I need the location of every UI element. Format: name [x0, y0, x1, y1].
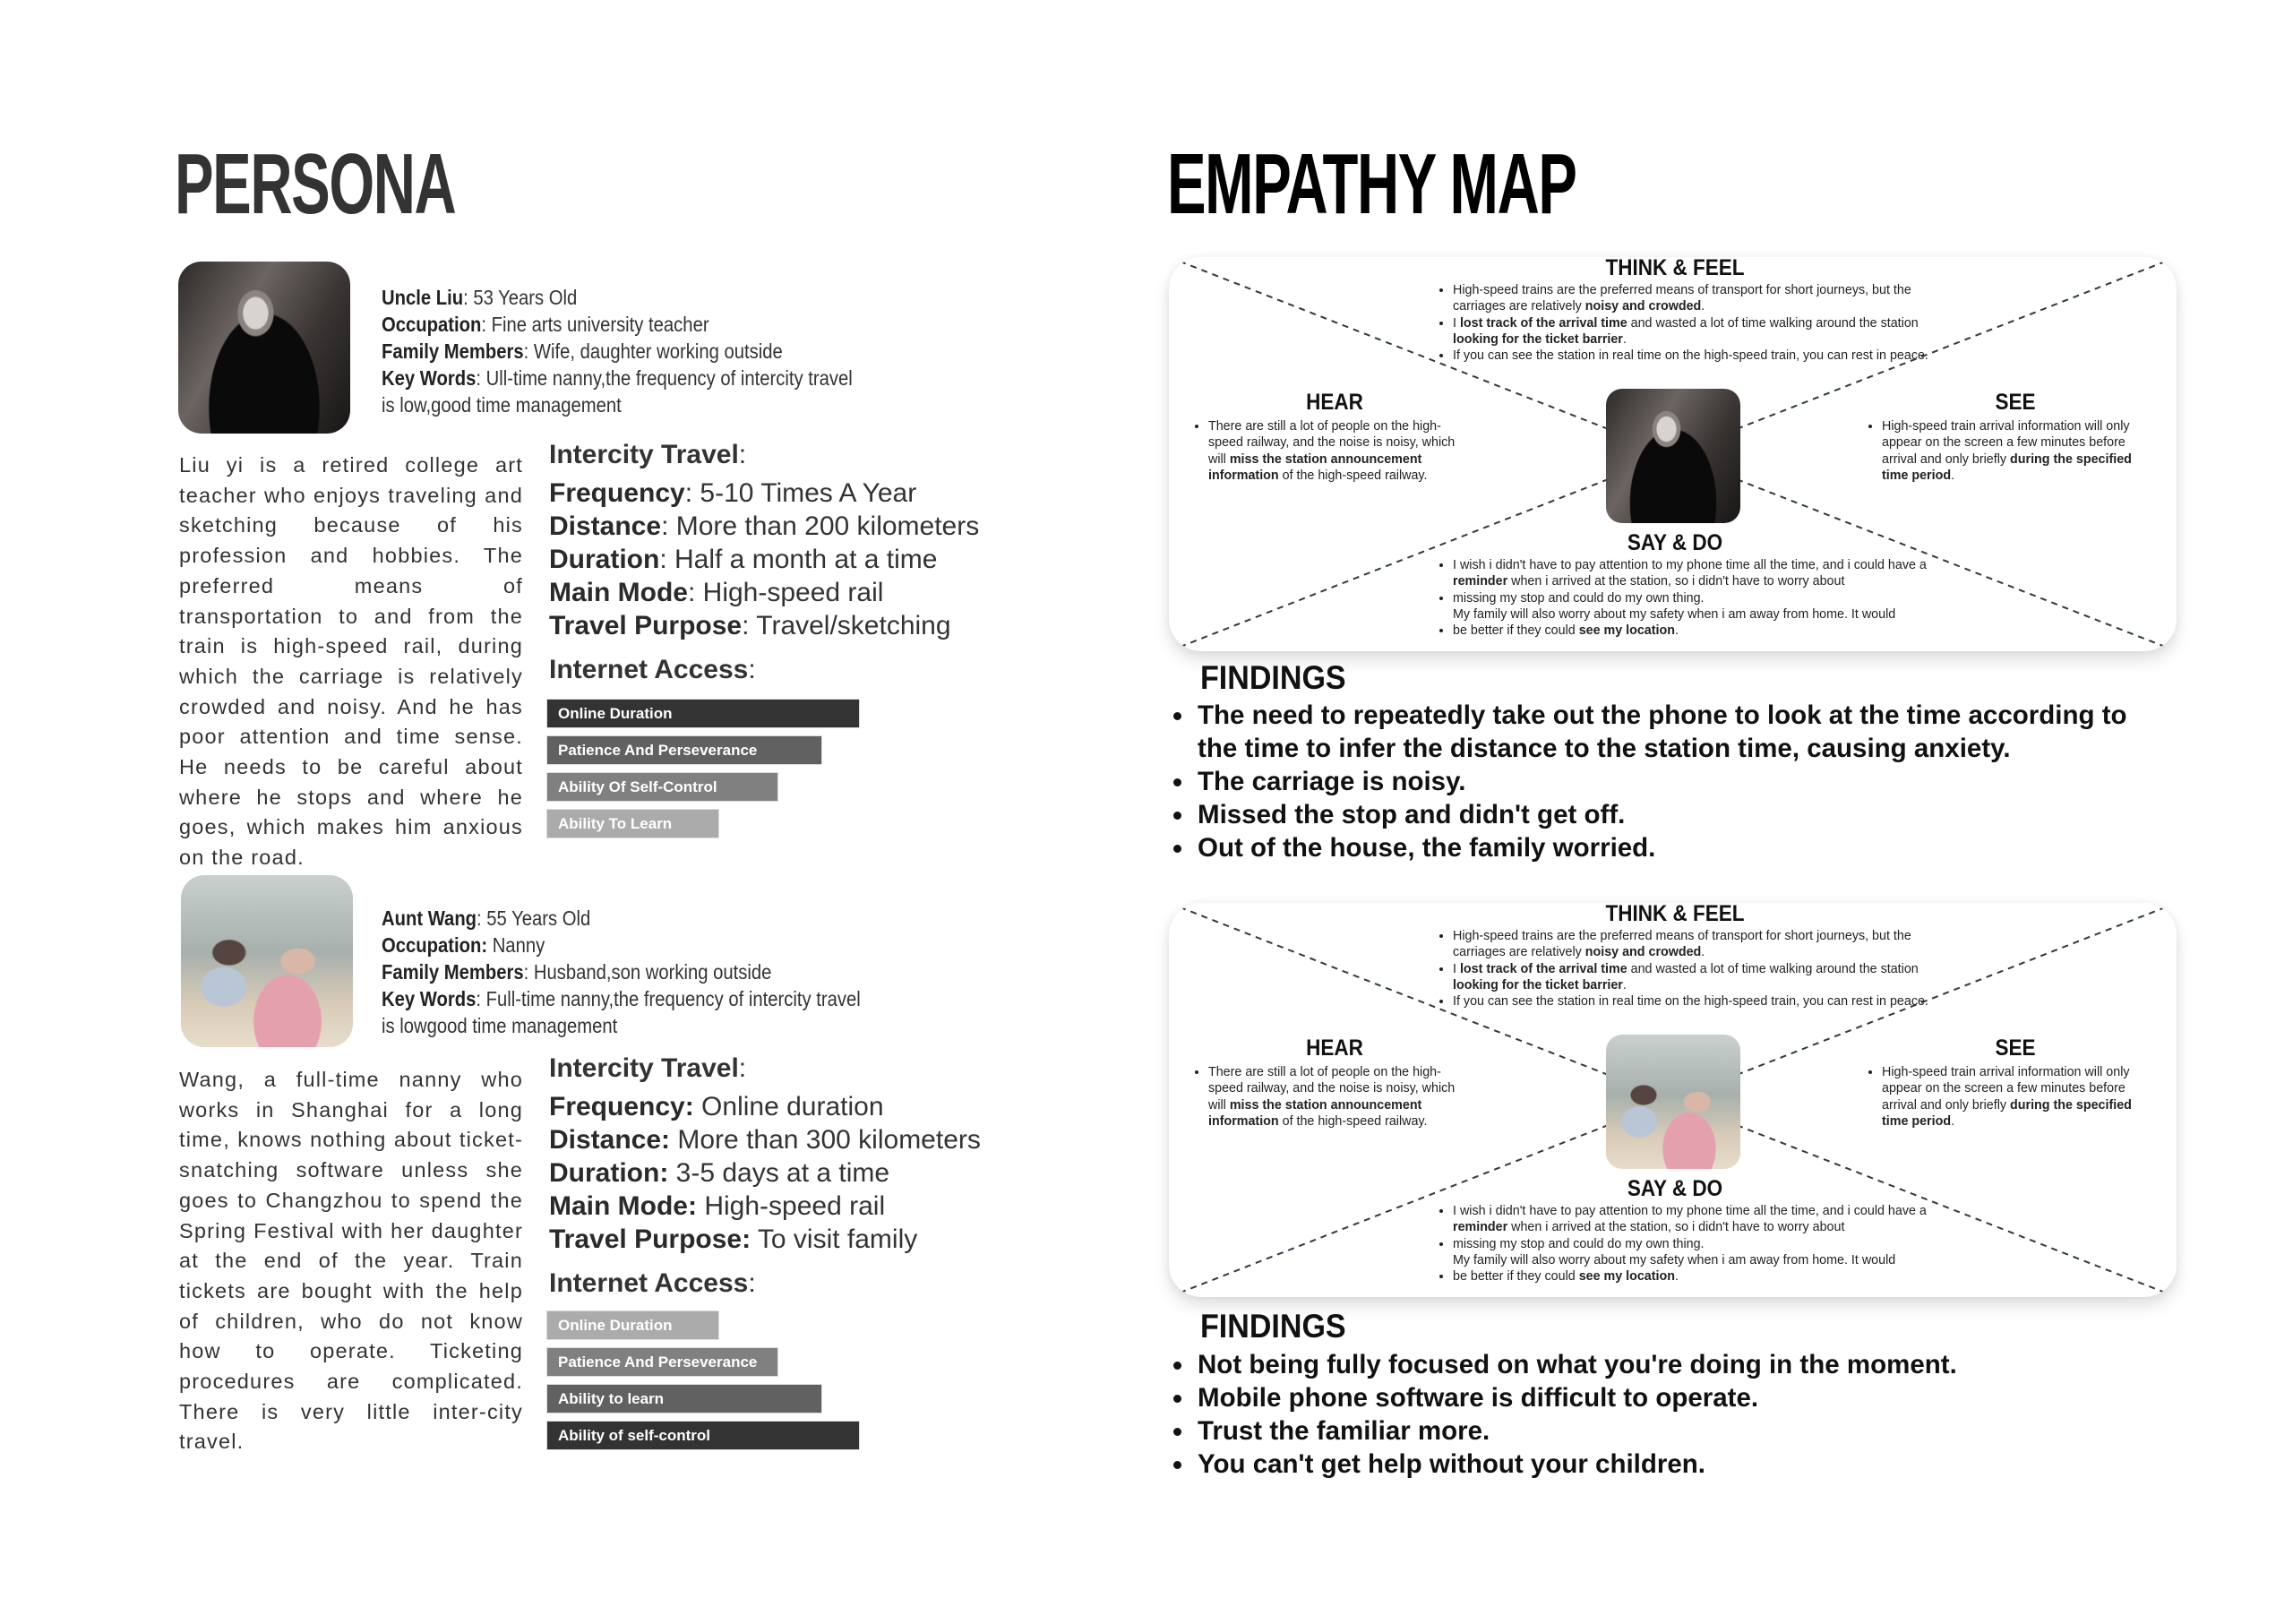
findings-title: FINDINGS	[1200, 659, 1346, 696]
finding-item: • The carriage is noisy.	[1195, 765, 2159, 798]
family-label: Family Members	[382, 339, 524, 363]
frequency-label: Frequency	[549, 478, 685, 508]
main-mode-label: Main Mode	[549, 578, 688, 607]
findings-list	[1173, 1348, 2159, 1481]
see-item	[1882, 1064, 2154, 1130]
empathy-map-title: EMPATHY MAP	[1167, 136, 1576, 232]
duration-value: 3-5 days at a time	[668, 1158, 890, 1188]
see-title: SEE	[1995, 390, 2036, 415]
think-feel-item	[1453, 348, 1942, 364]
text-run: and wasted a lot of time walking around the station	[1627, 961, 1919, 976]
internet-access-heading: Internet Access	[549, 1268, 749, 1298]
frequency-label: Frequency:	[549, 1092, 694, 1121]
internet-access-bar: Ability to learn	[546, 1384, 822, 1413]
hear-title: HEAR	[1306, 390, 1363, 415]
persona-info	[382, 284, 853, 418]
persona-bio: Wang, a full-time nanny who works in Shanghai for a long time, knows nothing about ticket-snatching software unless she goes to Changzhou to spend the Spring Festival with her daughter at the end of the year. Train tickets are bought with the help of children, who do not know how to operate. Ticketing procedures are complicated. There is very little inter-city travel.	[179, 1068, 523, 1454]
emphasis-text: looking for the ticket barrier	[1453, 977, 1623, 992]
say-do-item: • missing my stop and could do my own thing.	[1453, 590, 1960, 606]
family-value: : Husband,son working outside	[523, 960, 772, 984]
distance-label: Distance:	[549, 1125, 671, 1155]
travel-purpose-value: To visit family	[751, 1224, 918, 1254]
say-do-item: My family will also worry about my safety when i am away from home. It would	[1453, 606, 1896, 622]
intercity-travel-heading: Intercity Travel	[549, 1053, 739, 1083]
persona-photo-uncle-liu	[178, 262, 350, 434]
see-text	[1869, 1064, 2154, 1130]
persona-photo-uncle-liu	[1606, 389, 1740, 523]
occupation-label: Occupation:	[382, 933, 488, 957]
name-value: : 53 Years Old	[463, 286, 578, 309]
emphasis-text: noisy and crowded	[1584, 945, 1702, 960]
think-feel-item	[1453, 315, 1942, 348]
main-mode-value: High-speed rail	[697, 1191, 886, 1221]
empathy-map-card	[1169, 257, 2177, 651]
text-run: .	[1701, 299, 1705, 314]
emphasis-text: during the specified time period	[1882, 451, 2132, 483]
think-feel-title: THINK & FEEL	[1605, 903, 1745, 926]
emphasis-text: see my location	[1578, 1269, 1675, 1285]
think-feel-item	[1453, 961, 1942, 994]
internet-access-heading: Internet Access	[549, 655, 749, 684]
frequency-value: : 5-10 Times A Year	[684, 478, 917, 508]
name-label: Uncle Liu	[382, 286, 464, 309]
travel-purpose-label: Travel Purpose	[549, 611, 743, 640]
distance-value: : More than 200 kilometers	[661, 511, 980, 541]
text-run: .	[1622, 331, 1627, 347]
emphasis-text: lost track of the arrival time	[1459, 961, 1627, 976]
frequency-value: Online duration	[693, 1092, 884, 1121]
internet-access-bar: Online Duration	[546, 699, 860, 728]
keywords-label: Key Words	[382, 366, 477, 390]
duration-label: Duration	[549, 545, 660, 574]
text-run: High-speed trains are the preferred means of transport for short journeys, but the carriages are relatively	[1453, 929, 1911, 960]
text-run: I	[1453, 961, 1460, 976]
main-mode-label: Main Mode:	[549, 1191, 697, 1221]
duration-label: Duration:	[549, 1158, 669, 1188]
text-run: I wish i didn't have to pay attention to my phone time all the time, and i could have a	[1453, 1204, 1927, 1218]
see-item	[1882, 418, 2154, 484]
text-run: There are still a lot of people on the high-speed railway, and the noise is noisy, which will	[1208, 1065, 1456, 1113]
persona-photo-aunt-wang	[181, 875, 353, 1047]
text-run: High-speed trains are the preferred means of transport for short journeys, but the carriages are relatively	[1453, 283, 1911, 314]
keywords-label: Key Words	[382, 987, 477, 1010]
say-do-item: My family will also worry about my safety when i am away from home. It would	[1453, 1252, 1896, 1267]
keywords-value: : Full-time nanny,the frequency of intercity travel	[476, 987, 861, 1010]
text-run: If you can see the station in real time on the high-speed train, you can rest in peace.	[1453, 994, 1928, 1010]
internet-access-bar: Ability Of Self-Control	[546, 772, 778, 802]
say-do-title: SAY & DO	[1627, 530, 1723, 555]
finding-item: • The need to repeatedly take out the phone to look at the time according to the time to infer the distance to the station time, causing anxiety.	[1195, 699, 2159, 765]
intercity-travel	[549, 438, 979, 686]
say-do-item	[1453, 623, 1960, 639]
text-run: High-speed train arrival information will only appear on the screen a few minutes before arrival and only briefly	[1882, 1065, 2130, 1113]
persona-title: PERSONA	[175, 136, 456, 232]
finding-item: • You can't get help without your children.	[1195, 1448, 2159, 1481]
distance-label: Distance	[549, 511, 662, 541]
text-run: be better if they could	[1453, 623, 1579, 639]
say-do-title: SAY & DO	[1627, 1176, 1723, 1201]
text-run: .	[1622, 977, 1627, 992]
text-run: be better if they could	[1453, 1269, 1579, 1285]
emphasis-text: lost track of the arrival time	[1459, 315, 1627, 331]
say-do-item: • missing my stop and could do my own thing.	[1453, 1236, 1960, 1252]
text-run: I	[1453, 315, 1460, 331]
text-run: .	[1674, 623, 1679, 639]
findings-list	[1173, 699, 2159, 864]
travel-purpose-value: : Travel/sketching	[742, 611, 951, 640]
internet-access-bars	[546, 699, 860, 846]
finding-item: • Out of the house, the family worried.	[1195, 831, 2159, 864]
internet-access-bar: Patience And Perseverance	[546, 735, 822, 765]
persona-info	[382, 905, 861, 1039]
text-run: .	[1951, 468, 1955, 483]
name-value: : 55 Years Old	[477, 907, 591, 930]
finding-item: • Trust the familiar more.	[1195, 1414, 2159, 1448]
travel-purpose-label: Travel Purpose:	[549, 1224, 751, 1254]
occupation-value: : Fine arts university teacher	[481, 313, 709, 336]
think-feel-text	[1440, 928, 1942, 1010]
think-feel-item	[1453, 993, 1942, 1010]
heading-colon: :	[738, 440, 747, 469]
family-label: Family Members	[382, 960, 524, 984]
hear-title: HEAR	[1306, 1035, 1363, 1061]
think-feel-item	[1453, 928, 1942, 961]
think-feel-item	[1453, 282, 1942, 315]
text-run: I wish i didn't have to pay attention to my phone time all the time, and i could have a	[1453, 558, 1927, 572]
text-run: when i arrived at the station, so i didn't have to worry about	[1507, 574, 1845, 589]
emphasis-text: during the specified time period	[1882, 1097, 2132, 1129]
emphasis-text: miss the station announcement information	[1208, 1097, 1422, 1129]
finding-item: • Not being fully focused on what you're doing in the moment.	[1195, 1348, 2159, 1381]
say-do-item	[1453, 1203, 1960, 1236]
say-do-text	[1440, 1203, 1960, 1285]
intercity-travel	[549, 1052, 981, 1300]
text-run: of the high-speed railway.	[1278, 1113, 1428, 1129]
text-run: when i arrived at the station, so i didn't have to worry about	[1507, 1220, 1845, 1235]
persona-photo-aunt-wang	[1606, 1035, 1740, 1169]
occupation-value: Nanny	[487, 933, 545, 957]
internet-access-bar: Patience And Perseverance	[546, 1347, 778, 1377]
heading-colon: :	[748, 655, 756, 684]
name-label: Aunt Wang	[382, 907, 477, 930]
emphasis-text: see my location	[1578, 623, 1675, 639]
hear-text	[1196, 418, 1473, 484]
say-do-item	[1453, 1268, 1960, 1285]
text-run: High-speed train arrival information will only appear on the screen a few minutes before arrival and only briefly	[1882, 419, 2130, 467]
internet-access-bar: Online Duration	[546, 1310, 719, 1340]
text-run: of the high-speed railway.	[1278, 468, 1428, 483]
text-run: There are still a lot of people on the high-speed railway, and the noise is noisy, which will	[1208, 419, 1456, 467]
finding-item: • Mobile phone software is difficult to operate.	[1195, 1381, 2159, 1414]
internet-access-bar: Ability of self-control	[546, 1421, 860, 1450]
emphasis-text: noisy and crowded	[1584, 299, 1702, 314]
heading-colon: :	[738, 1053, 747, 1083]
think-feel-title: THINK & FEEL	[1605, 257, 1745, 280]
persona-bio: Liu yi is a retired college art teacher who enjoys traveling and sketching because of his profession and hobbies. The preferred means of transportation to and from the train is high-speed rail, during which the carriage is relatively crowded and noisy. And he has poor attention and time sense. He needs to be careful about where he stops and where he goes, which makes him anxious on the road.	[179, 453, 523, 870]
text-run: If you can see the station in real time on the high-speed train, you can rest in peace.	[1453, 348, 1928, 364]
hear-item	[1208, 1064, 1473, 1130]
distance-value: More than 300 kilometers	[670, 1125, 981, 1155]
emphasis-text: miss the station announcement information	[1208, 451, 1422, 483]
hear-text	[1196, 1064, 1473, 1130]
text-run: and wasted a lot of time walking around the station	[1627, 315, 1919, 331]
intercity-travel-heading: Intercity Travel	[549, 440, 739, 469]
finding-item: • Missed the stop and didn't get off.	[1195, 798, 2159, 831]
say-do-text	[1440, 557, 1960, 639]
keywords-value: : Ull-time nanny,the frequency of intercity travel	[476, 366, 853, 390]
think-feel-text	[1440, 282, 1942, 364]
keywords-value-continued: is low,good time management	[382, 393, 622, 417]
main-mode-value: : High-speed rail	[688, 578, 884, 607]
internet-access-bars	[546, 1310, 860, 1457]
emphasis-text: reminder	[1453, 574, 1508, 589]
heading-colon: :	[748, 1268, 756, 1298]
internet-access-bar: Ability To Learn	[546, 809, 719, 838]
empathy-map-card	[1169, 903, 2177, 1297]
say-do-item	[1453, 557, 1960, 590]
family-value: : Wife, daughter working outside	[523, 339, 783, 363]
see-title: SEE	[1995, 1035, 2036, 1061]
occupation-label: Occupation	[382, 313, 482, 336]
text-run: .	[1951, 1113, 1955, 1129]
keywords-value-continued: is lowgood time management	[382, 1014, 618, 1037]
emphasis-text: reminder	[1453, 1220, 1508, 1235]
findings-title: FINDINGS	[1200, 1308, 1346, 1345]
duration-value: : Half a month at a time	[659, 545, 938, 574]
text-run: .	[1674, 1269, 1679, 1285]
text-run: .	[1701, 945, 1705, 960]
hear-item	[1208, 418, 1473, 484]
emphasis-text: looking for the ticket barrier	[1453, 331, 1623, 347]
see-text	[1869, 418, 2154, 484]
